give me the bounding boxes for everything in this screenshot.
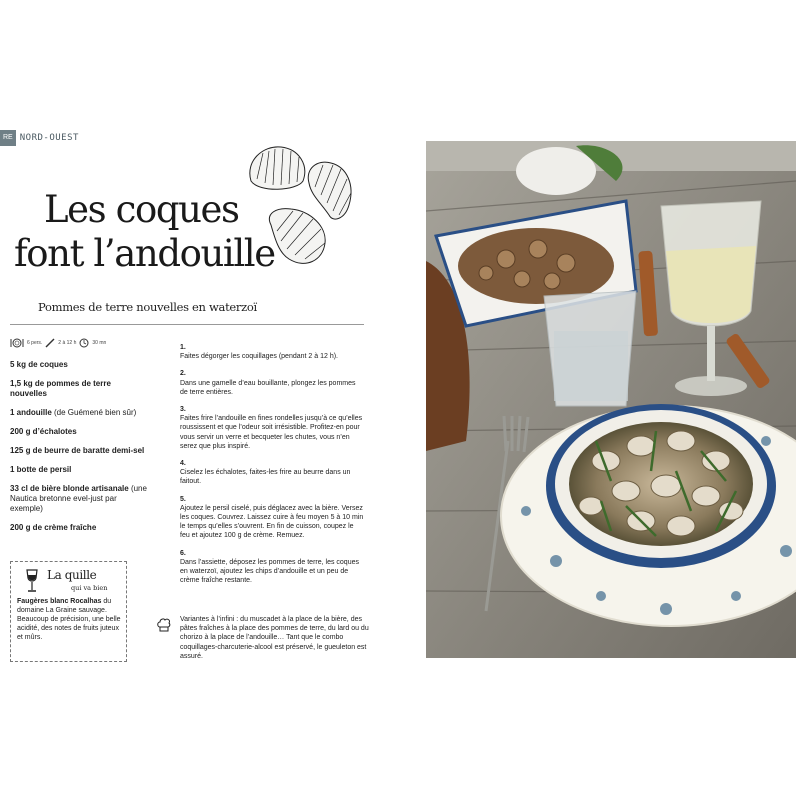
step-item: 1. Faites dégorger les coquillages (pendant 2 à 12 h). [180,344,338,361]
knife-icon [45,338,55,348]
ingredient-item: 33 cl de bière blonde artisanale (une Nautica bretonne evel-just par exemple) [10,484,147,513]
ingredient-item: 125 g de beurre de baratte demi-sel [10,446,145,455]
section-tag [0,130,79,146]
ingredients-list [10,360,150,542]
title-line-2: font l’andouille [14,232,275,275]
step-item: 4. Ciselez les échalotes, faites-les frire au beurre dans un faitout. [180,460,351,486]
ingredient-item: 5 kg de coques [10,360,68,369]
recipe-subtitle: Pommes de terre nouvelles en waterzoï [38,300,257,314]
servings: 6 pers. [27,340,43,346]
recipe-meta [10,338,106,348]
ingredient-item: 1 andouille (de Guémené bien sûr) [10,408,137,417]
clock-icon [79,338,89,348]
step-item: 5. Ajoutez le persil ciselé, puis déglacez avec la bière. Versez les coques. Couvrez. Laissez cuire à feu moyen 5 à 10 min le temps qu’elles s’ouvrent. En fin de cuisson, coupez le feu et ajoutez 100 g de crème. Remuez. [180,495,364,540]
cook-time: 30 mn [92,340,107,346]
variant-note: Variantes à l’infini : du muscadet à la place de la bière, des pâtes fraîches à la place des pommes de terre, du lard ou du chorizo à la place de l’andouille… Tant que le combo coquillages-charcuterie-alcool est préservé, le gueuleton est assuré. [180,616,369,660]
recipe-title [14,188,276,276]
step-item: 3. Faites frire l’andouille en fines rondelles jusqu’à ce qu’elles roussissent et que l’odeur soit irrésistible. Profitez-en pour vous servir un verre et becqueter les chutes, vous n’en serez que plus inspiré. [180,406,363,450]
title-line-1: Les coques [44,188,239,231]
ingredient-item: 200 g d’échalotes [10,427,77,436]
wine-box-title: La quille [47,568,97,582]
section-number: RE [0,130,16,146]
wine-description: Faugères blanc Rocalhas du domaine La Graine sauvage. Beaucoup de précision, une belle acidité, des notes de fruits juteux et mûrs. [17,598,121,641]
wine-box-subtitle: qui va bien [71,584,108,592]
divider [10,324,364,325]
ingredient-item: 1,5 kg de pommes de terre nouvelles [10,379,111,398]
wine-glass-icon [25,568,39,594]
wine-pairing-box [10,561,127,662]
dish-photo [426,141,796,658]
ingredient-item: 200 g de crème fraîche [10,523,97,532]
chef-hat-icon [156,617,172,633]
step-item: 2. Dans une gamelle d’eau bouillante, plongez les pommes de terre entières. [180,370,356,396]
ingredient-item: 1 botte de persil [10,465,72,474]
plate-icon [10,338,24,348]
recipe-steps [180,343,364,593]
section-name: NORD-OUEST [19,133,79,143]
rest-time: 2 à 12 h [58,340,77,346]
step-item: 6. Dans l’assiette, déposez les pommes de terre, les coques en waterzoï, ajoutez les chips d’andouille et un peu de crème fraîche restante. [180,549,359,585]
